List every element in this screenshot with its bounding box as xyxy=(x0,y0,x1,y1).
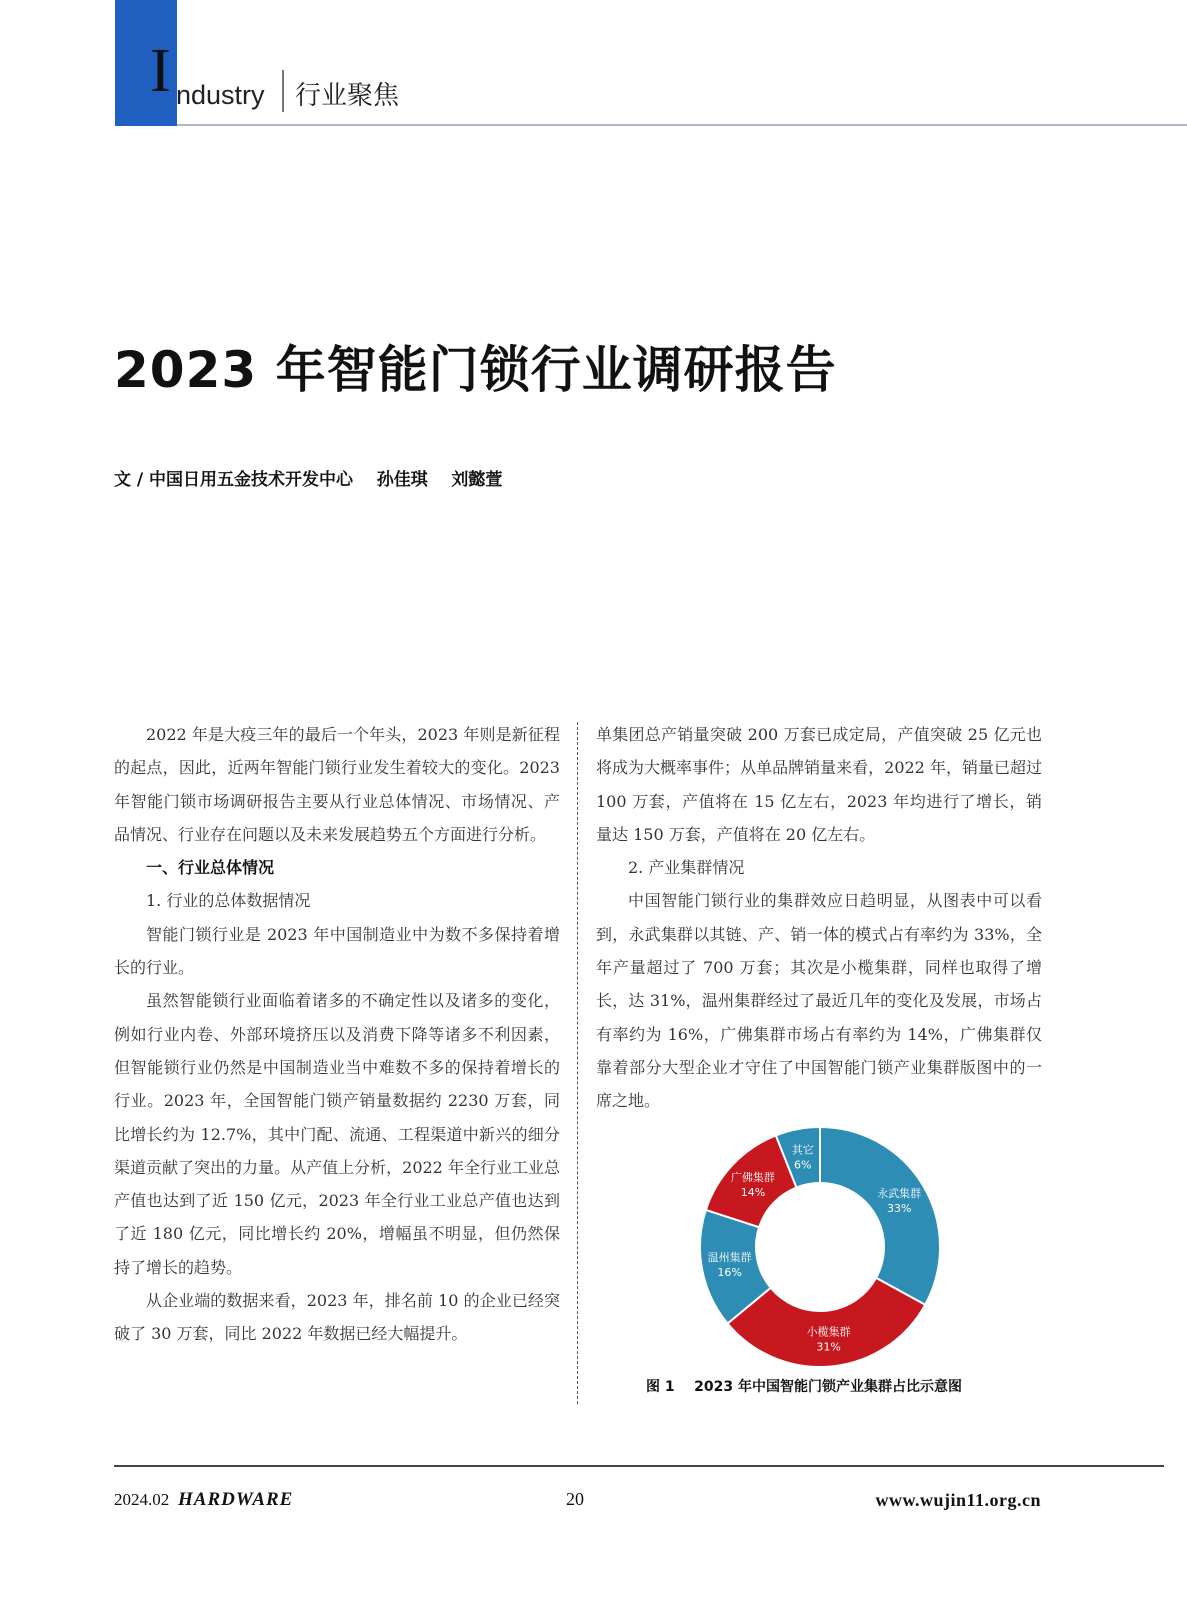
cluster-share-donut-chart xyxy=(680,1110,960,1380)
issue-date: 2024.02 xyxy=(114,1490,170,1509)
paragraph: 虽然智能锁行业面临着诸多的不确定性以及诸多的变化，例如行业内卷、外部环境挤压以及消费下降等诸多不利因素，但智能锁行业仍然是中国制造业当中难数不多的保持着增长的行业。2023 年，全国智能门锁产销量数据约 2230 万套，同比增长约为 12.7%，其中门配、流通、工程渠道中新兴的细分渠道贡献了突出的力量。从产值上分析，2022 年全行业工业总产值也达到了近 150 亿元，2023 年全行业工业总产值也达到了近 180 亿元，同比增长约 20%，增幅虽不明显，但仍然保持了增长的趋势。 xyxy=(114,991,560,1277)
figure-caption: 图 1 2023 年中国智能门锁产业集群占比示意图 xyxy=(646,1379,962,1395)
article-title: 2023 年智能门锁行业调研报告 xyxy=(114,341,837,399)
article-byline: 文 / 中国日用五金技术开发中心 孙佳琪 刘懿萱 xyxy=(114,470,503,490)
text-column-right xyxy=(596,718,1042,1118)
section-name-cn: 行业聚焦 xyxy=(295,81,400,111)
subsection-heading: 1. 行业的总体数据情况 xyxy=(146,891,311,911)
slice-value-label: 33% xyxy=(886,1202,912,1216)
slice-name-label: 广佛集群 xyxy=(730,1171,775,1185)
slice-value-label: 6% xyxy=(794,1158,812,1172)
footer-rule xyxy=(114,1465,1164,1467)
slice-value-label: 16% xyxy=(717,1266,742,1280)
slice-name-label: 小榄集群 xyxy=(806,1325,851,1339)
slice-name-label: 永武集群 xyxy=(877,1187,922,1201)
slice-name-label: 其它 xyxy=(791,1143,814,1157)
slice-value-label: 31% xyxy=(816,1340,841,1354)
paragraph: 从企业端的数据来看，2023 年，排名前 10 的企业已经突破了 30 万套，同比 2022 年数据已经大幅提升。 xyxy=(114,1291,560,1344)
magazine-brand: HARDWARE xyxy=(178,1489,294,1510)
text-column-left xyxy=(114,718,560,1351)
paragraph: 智能门锁行业是 2023 年中国制造业中为数不多保持着增长的行业。 xyxy=(114,924,560,978)
page-number: 20 xyxy=(566,1489,584,1509)
donut-slice-0 xyxy=(820,1127,940,1305)
slice-value-label: 14% xyxy=(740,1186,766,1200)
header-rule xyxy=(177,124,1187,126)
paragraph: 中国智能门锁行业的集群效应日趋明显，从图表中可以看到，永武集群以其链、产、销一体的模式占有率约为 33%，全年产量超过了 700 万套；其次是小榄集群，同样也取得了增长，达 31%，温州集群经过了最近几年的变化及发展，市场占有率约为 16%，广佛集群市场占有率约为 14%，广佛集群仅靠着部分大型企业才守住了中国智能门锁产业集群版图中的一席之地。 xyxy=(596,891,1042,1111)
subsection-heading: 2. 产业集群情况 xyxy=(628,858,745,878)
website-url: www.wujin11.org.cn xyxy=(875,1490,1041,1510)
slice-name-label: 温州集群 xyxy=(707,1251,752,1265)
paragraph: 2022 年是大疫三年的最后一个年头，2023 年则是新征程的起点，因此，近两年智能门锁行业发生着较大的变化。2023 年智能门锁市场调研报告主要从行业总体情况、市场情况、产品情况、行业存在问题以及未来发展趋势五个方面进行分析。 xyxy=(114,725,560,844)
section-name: ndustry xyxy=(176,80,265,110)
section-initial: I xyxy=(150,37,171,105)
section-heading: 一、行业总体情况 xyxy=(146,858,275,878)
paragraph: 单集团总产销量突破 200 万套已成定局，产值突破 25 亿元也将成为大概率事件；从单品牌销量来看，2022 年，销量已超过 100 万套，产值将在 15 亿左右，2023 年均进行了增长，销量达 150 万套，产值将在 20 亿左右。 xyxy=(596,725,1042,844)
column-divider xyxy=(577,722,578,1404)
header-separator xyxy=(282,70,284,112)
